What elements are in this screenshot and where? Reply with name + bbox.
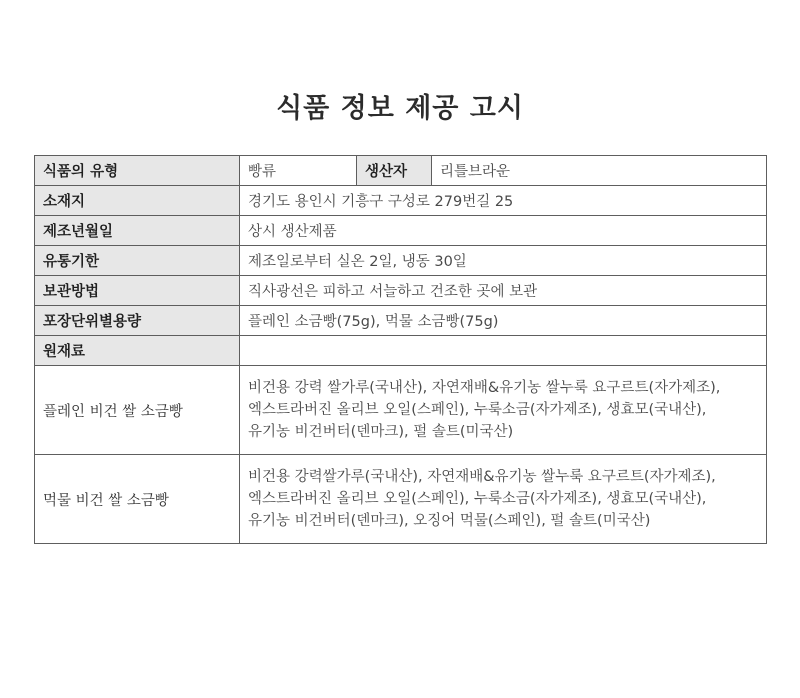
row-value-manufacture-date: 상시 생산제품 xyxy=(240,216,767,246)
table-row-manufacture-date xyxy=(35,216,767,246)
row-label-producer: 생산자 xyxy=(357,156,432,186)
row-value-expiry: 제조일로부터 실온 2일, 냉동 30일 xyxy=(240,246,767,276)
table-row-location xyxy=(35,186,767,216)
row-label-storage: 보관방법 xyxy=(35,276,240,306)
table-row-type xyxy=(35,156,767,186)
table-row-storage xyxy=(35,276,767,306)
row-value-ingredients xyxy=(240,336,767,366)
table-row-expiry xyxy=(35,246,767,276)
table-row-product-plain xyxy=(35,366,767,455)
food-info-table xyxy=(34,155,767,544)
ingredient-line: 유기농 비건버터(덴마크), 오징어 먹물(스페인), 펄 솔트(미국산) xyxy=(248,513,651,529)
row-label-ingredients: 원재료 xyxy=(35,336,240,366)
row-value-type: 빵류 xyxy=(240,156,357,186)
table-row-ingredients xyxy=(35,336,767,366)
product-ingredients-squid-ink xyxy=(240,455,767,544)
product-name-squid-ink: 먹물 비건 쌀 소금빵 xyxy=(35,455,240,544)
ingredient-line: 비건용 강력쌀가루(국내산), 자연재배&유기농 쌀누룩 요구르트(자가제조), xyxy=(248,469,716,485)
row-value-storage: 직사광선은 피하고 서늘하고 건조한 곳에 보관 xyxy=(240,276,767,306)
row-value-producer: 리틀브라운 xyxy=(432,156,767,186)
row-label-expiry: 유통기한 xyxy=(35,246,240,276)
product-name-plain: 플레인 비건 쌀 소금빵 xyxy=(35,366,240,455)
ingredient-line: 엑스트라버진 올리브 오일(스페인), 누룩소금(자가제조), 생효모(국내산), xyxy=(248,491,707,507)
ingredient-line: 비건용 강력 쌀가루(국내산), 자연재배&유기농 쌀누룩 요구르트(자가제조), xyxy=(248,380,721,396)
row-label-location: 소재지 xyxy=(35,186,240,216)
ingredient-line: 유기농 비건버터(덴마크), 펄 솔트(미국산) xyxy=(248,424,514,440)
product-ingredients-plain xyxy=(240,366,767,455)
table-row-product-squid-ink xyxy=(35,455,767,544)
table-row-package xyxy=(35,306,767,336)
ingredient-line: 엑스트라버진 올리브 오일(스페인), 누룩소금(자가제조), 생효모(국내산), xyxy=(248,402,707,418)
row-value-location: 경기도 용인시 기흥구 구성로 279번길 25 xyxy=(240,186,767,216)
row-label-manufacture-date: 제조년월일 xyxy=(35,216,240,246)
row-label-type: 식품의 유형 xyxy=(35,156,240,186)
page-title: 식품 정보 제공 고시 xyxy=(276,93,524,124)
row-value-package: 플레인 소금빵(75g), 먹물 소금빵(75g) xyxy=(240,306,767,336)
row-label-package: 포장단위별용량 xyxy=(35,306,240,336)
